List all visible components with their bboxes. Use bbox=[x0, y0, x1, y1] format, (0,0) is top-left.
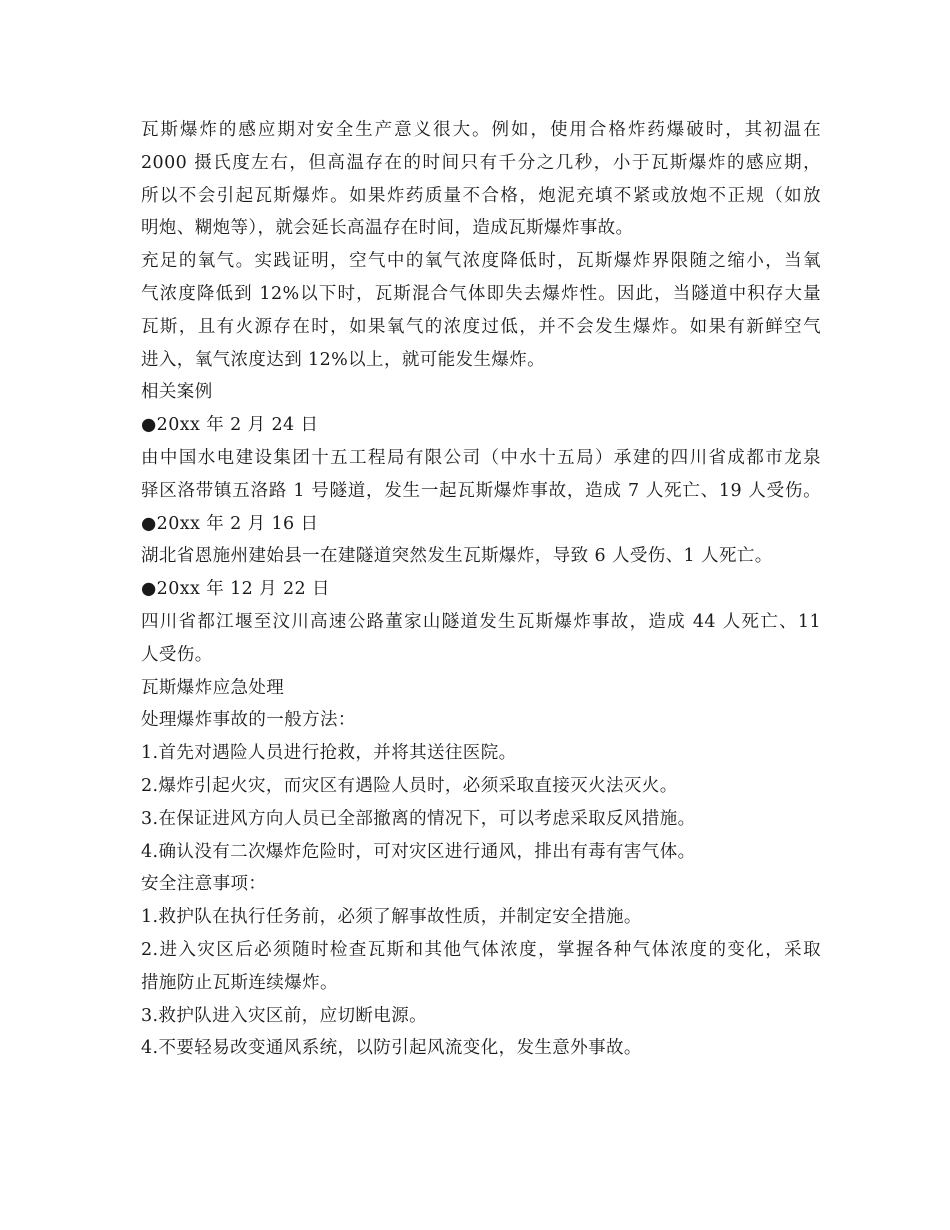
document-body bbox=[141, 114, 821, 1065]
text-line: 4.不要轻易改变通风系统，以防引起风流变化，发生意外事故。 bbox=[141, 1038, 642, 1059]
text-line: 相关案例 bbox=[141, 382, 213, 403]
text-line: 2000 摄氏度左右，但高温存在的时间只有千分之几秒，小于瓦斯爆炸的感应期， bbox=[141, 152, 821, 173]
text-line: 四川省都江堰至汶川高速公路董家山隧道发生瓦斯爆炸事故，造成 44 人死亡、11 bbox=[141, 611, 821, 632]
text-line: 进入，氧气浓度达到 12%以上，就可能发生爆炸。 bbox=[141, 349, 546, 370]
text-line: ●20xx 年 2 月 16 日 bbox=[141, 513, 319, 534]
text-line: 措施防止瓦斯连续爆炸。 bbox=[141, 972, 338, 993]
text-line: ●20xx 年 2 月 24 日 bbox=[141, 415, 319, 436]
text-line: 3.救护队进入灾区前，应切断电源。 bbox=[141, 1005, 427, 1026]
text-line: 安全注意事项： bbox=[141, 874, 267, 895]
text-line: 湖北省恩施州建始县一在建隧道突然发生瓦斯爆炸，导致 6 人受伤、1 人死亡。 bbox=[141, 546, 773, 567]
text-line: 1.首先对遇险人员进行抢救，并将其送往医院。 bbox=[141, 743, 517, 764]
text-line: 由中国水电建设集团十五工程局有限公司（中水十五局）承建的四川省成都市龙泉 bbox=[141, 447, 821, 468]
text-line: 所以不会引起瓦斯爆炸。如果炸药质量不合格，炮泥充填不紧或放炮不正规（如放 bbox=[141, 185, 821, 206]
text-line: 瓦斯爆炸的感应期对安全生产意义很大。例如，使用合格炸药爆破时，其初温在 bbox=[141, 120, 821, 140]
text-line: 处理爆炸事故的一般方法： bbox=[141, 710, 356, 731]
text-line: 3.在保证进风方向人员已全部撤离的情况下，可以考虑采取反风措施。 bbox=[141, 808, 696, 829]
text-line: 充足的氧气。实践证明，空气中的氧气浓度降低时，瓦斯爆炸界限随之缩小，当氧 bbox=[141, 251, 821, 272]
text-line: 瓦斯，且有火源存在时，如果氧气的浓度过低，并不会发生爆炸。如果有新鲜空气 bbox=[141, 316, 821, 337]
text-line: ●20xx 年 12 月 22 日 bbox=[141, 579, 330, 600]
text-line: 明炮、糊炮等），就会延长高温存在时间，造成瓦斯爆炸事故。 bbox=[141, 218, 634, 239]
text-line: 人受伤。 bbox=[141, 644, 213, 665]
text-line: 瓦斯爆炸应急处理 bbox=[141, 677, 285, 698]
text-line: 2.爆炸引起火灾，而灾区有遇险人员时，必须采取直接灭火法灭火。 bbox=[141, 775, 678, 796]
text-line: 气浓度降低到 12%以下时，瓦斯混合气体即失去爆炸性。因此，当隧道中积存大量 bbox=[141, 283, 821, 304]
text-line: 4.确认没有二次爆炸危险时，可对灾区进行通风，排出有毒有害气体。 bbox=[141, 841, 696, 862]
text-line: 驿区洛带镇五洛路 1 号隧道，发生一起瓦斯爆炸事故，造成 7 人死亡、19 人受伤。 bbox=[141, 480, 821, 501]
text-line: 2.进入灾区后必须随时检查瓦斯和其他气体浓度，掌握各种气体浓度的变化，采取 bbox=[141, 939, 821, 960]
text-line: 1.救护队在执行任务前，必须了解事故性质，并制定安全措施。 bbox=[141, 907, 642, 928]
